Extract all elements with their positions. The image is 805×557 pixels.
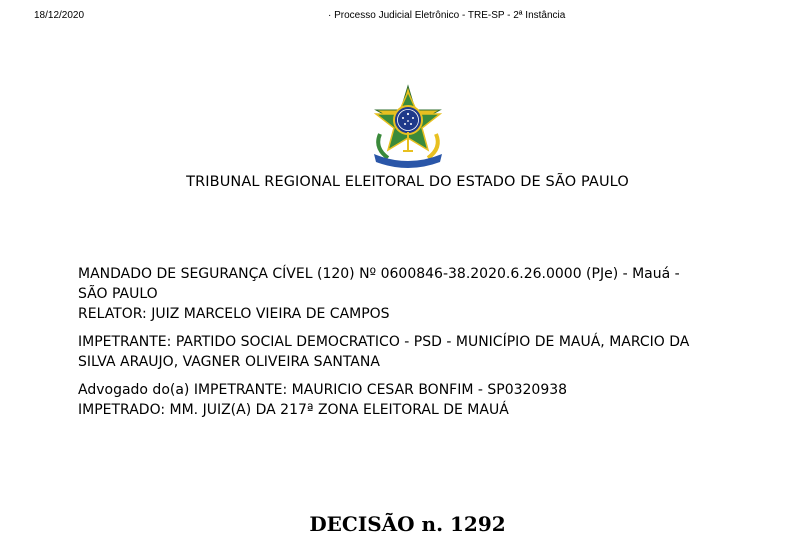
print-date: 18/12/2020 (34, 10, 85, 21)
case-location-line: SÃO PAULO (78, 286, 158, 302)
decision-title: DECISÃO n. 1292 (309, 512, 506, 536)
respondent-line: IMPETRADO: MM. JUIZ(A) DA 217ª ZONA ELEITORAL DE MAUÁ (78, 402, 509, 418)
petitioner-line-1: IMPETRANTE: PARTIDO SOCIAL DEMOCRATICO - PSD - MUNICÍPIO DE MAUÁ, MARCIO DA (78, 334, 690, 350)
case-header (78, 264, 748, 420)
print-header (0, 10, 805, 24)
case-class-line: MANDADO DE SEGURANÇA CÍVEL (120) Nº 0600846-38.2020.6.26.0000 (PJe) - Mauá - (78, 266, 680, 282)
print-title: · Processo Judicial Eletrônico - TRE-SP - 2ª Instância (328, 10, 566, 21)
petitioner-line-2: SILVA ARAUJO, VAGNER OLIVEIRA SANTANA (78, 354, 380, 370)
court-name: TRIBUNAL REGIONAL ELEITORAL DO ESTADO DE SÃO PAULO (186, 174, 629, 190)
brazil-coat-of-arms-icon (366, 84, 450, 168)
rapporteur-line: RELATOR: JUIZ MARCELO VIEIRA DE CAMPOS (78, 306, 390, 322)
lawyer-line: Advogado do(a) IMPETRANTE: MAURICIO CESAR BONFIM - SP0320938 (78, 382, 568, 398)
